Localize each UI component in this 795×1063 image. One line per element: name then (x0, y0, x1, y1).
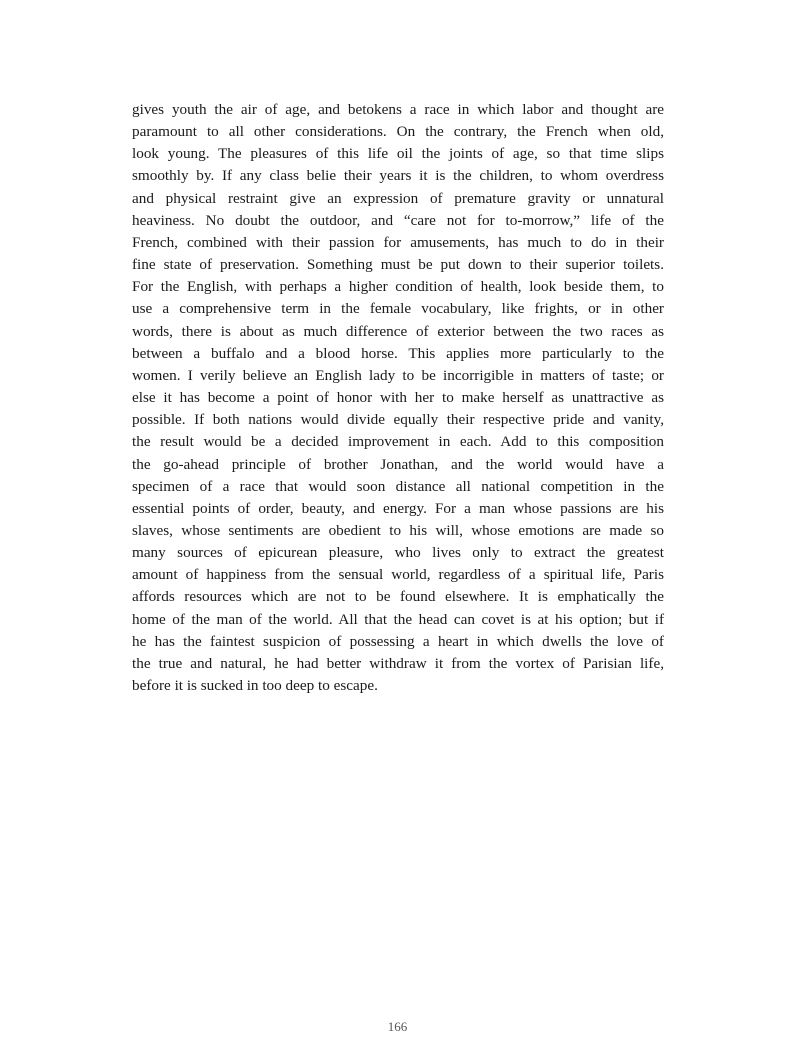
text-line: use a comprehensive term in the female vocabulary, like frights, or in other (132, 300, 664, 318)
text-line: slaves, whose sentiments are obedient to his will, whose emotions are made so (132, 521, 664, 539)
text-line: paramount to all other considerations. On the contrary, the French when old, (132, 123, 664, 141)
text-line: between a buffalo and a blood horse. This applies more particularly to the (132, 344, 664, 362)
body-paragraph (132, 99, 664, 697)
text-line: else it has become a point of honor with her to make herself as unattractive as (132, 389, 664, 407)
text-line: smoothly by. If any class belie their years it is the children, to whom overdress (132, 167, 664, 185)
text-line: the go-ahead principle of brother Jonathan, and the world would have a (132, 455, 664, 473)
text-line: gives youth the air of age, and betokens a race in which labor and thought are (132, 101, 664, 118)
text-line: French, combined with their passion for amusements, has much to do in their (132, 233, 664, 251)
text-line: possible. If both nations would divide equally their respective pride and vanity, (132, 411, 664, 429)
text-line: For the English, with perhaps a higher condition of health, look beside them, to (132, 278, 664, 296)
page-number: 166 (387, 1019, 408, 1034)
text-line: essential points of order, beauty, and energy. For a man whose passions are his (132, 499, 664, 517)
text-line: fine state of preservation. Something must be put down to their superior toilets. (132, 256, 664, 274)
text-line: women. I verily believe an English lady to be incorrigible in matters of taste; or (132, 366, 664, 384)
text-line: words, there is about as much difference of exterior between the two races as (132, 322, 664, 340)
text-line: many sources of epicurean pleasure, who lives only to extract the greatest (132, 544, 664, 562)
text-line: heaviness. No doubt the outdoor, and “care not for to-morrow,” life of the (132, 211, 664, 229)
text-line: the result would be a decided improvement in each. Add to this composition (132, 433, 664, 451)
text-line: affords resources which are not to be found elsewhere. It is emphatically the (132, 588, 664, 606)
text-line: the true and natural, he had better withdraw it from the vortex of Parisian life, (132, 654, 664, 672)
text-line: home of the man of the world. All that the head can covet is at his option; but if (132, 610, 664, 628)
text-line: he has the faintest suspicion of possessing a heart in which dwells the love of (132, 632, 664, 650)
text-line: amount of happiness from the sensual world, regardless of a spiritual life, Paris (132, 566, 664, 584)
text-line-last: before it is sucked in too deep to escape. (132, 677, 378, 695)
text-line: and physical restraint give an expression of premature gravity or unnatural (132, 189, 664, 207)
text-line: specimen of a race that would soon distance all national competition in the (132, 477, 664, 495)
text-line: look young. The pleasures of this life oil the joints of age, so that time slips (132, 145, 664, 163)
